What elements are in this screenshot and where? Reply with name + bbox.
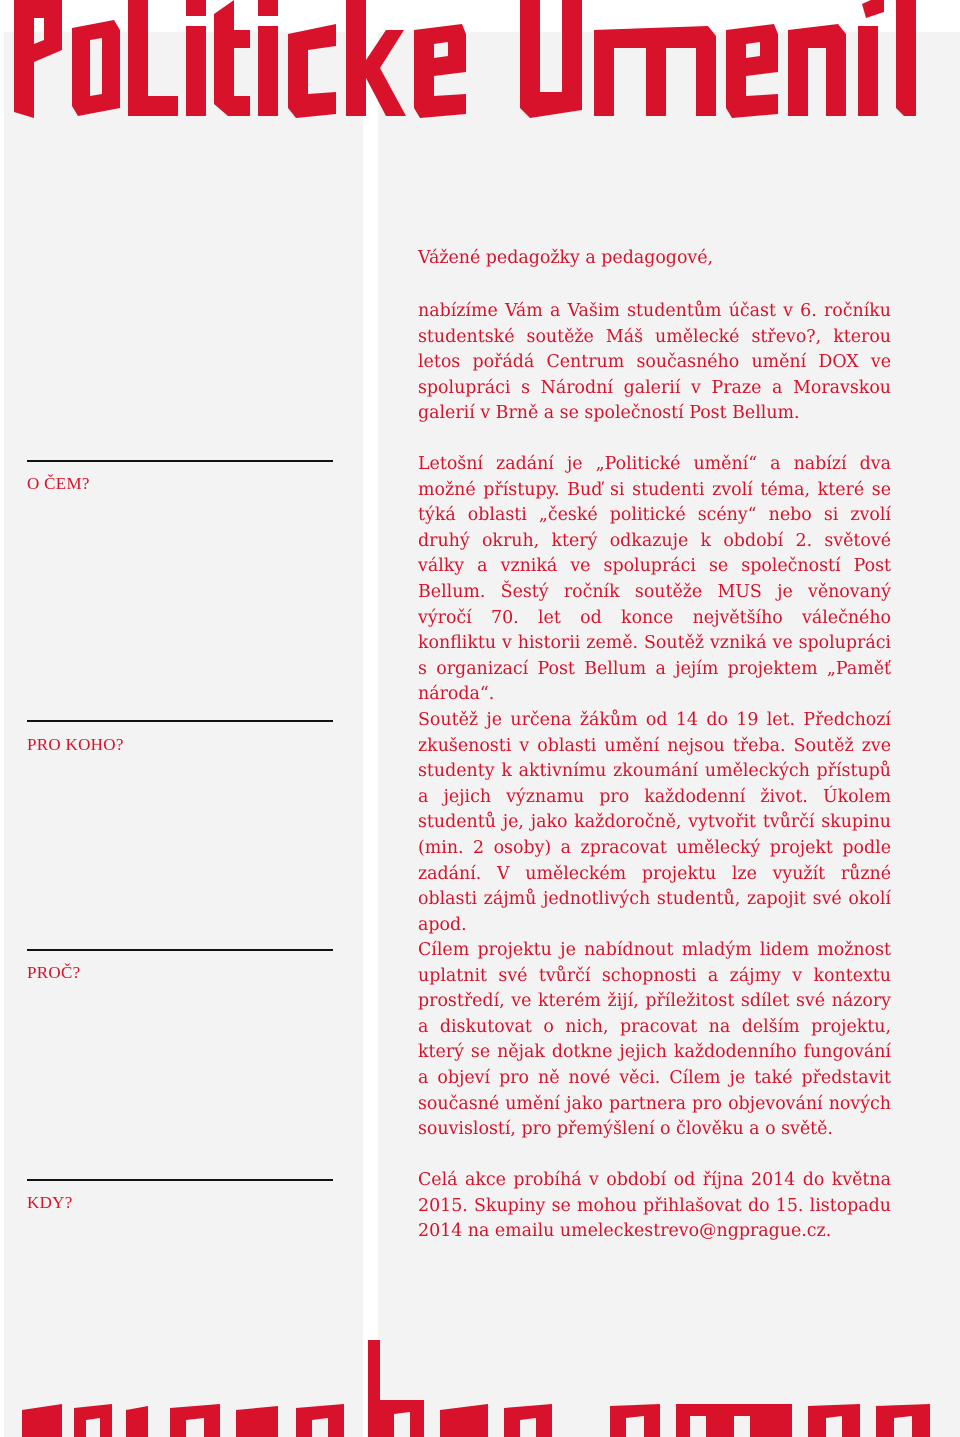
- section-label-o-cem: O ČEM?: [27, 474, 90, 493]
- section-text-pro-koho: Soutěž je určena žákům od 14 do 19 let. Předchozí zkušenosti v oblasti umění nejsou třeba. Soutěž zve studenty k aktivnímu zkoumání uměleckých přístupů a jejich významu pro každodenní život. Úkolem studentů je, jako každoročně, vytvořit tvůrčí skupinu (min. 2 osoby) a zpracovat umělecký projekt podle zadání. V uměleckém projektu lze využít různé oblasti zájmů jednotlivých studentů, zapojit své okolí apod.: [418, 710, 891, 935]
- logo-bottom-lettering: [22, 1340, 930, 1437]
- section-divider-proc: [27, 949, 333, 951]
- section-text-proc: Cílem projektu je nabídnout mladým lidem možnost uplatnit své tvůrčí schopnosti a zájmy v kontextu prostředí, ve kterém žijí, příležitost sdílet své názory a diskutovat o nich, pracovat na delším projektu, který se nějak dotkne jejich každodenního fungování a objeví pro ně nové věci. Cílem je také představit současné umění jako partnera pro objevování nových souvislostí, pro přemýšlení o člověku a o světě.: [418, 940, 891, 1140]
- section-label-kdy: KDY?: [27, 1193, 73, 1212]
- greeting: Vážené pedagožky a pedagogové,: [418, 248, 714, 268]
- logo-bottom: [0, 1340, 960, 1437]
- logo-top: [0, 0, 960, 120]
- section-label-proc: PROČ?: [27, 963, 81, 982]
- section-text-kdy: Celá akce probíhá v období od října 2014 do května 2015. Skupiny se mohou přihlašovat do 15. listopadu 2014 na emailu umeleckestrevo@ngprague.cz.: [418, 1170, 891, 1242]
- section-divider-pro-koho: [27, 720, 333, 722]
- section-divider-kdy: [27, 1179, 333, 1181]
- intro-paragraph: nabízíme Vám a Vašim studentům účast v 6. ročníku studentské soutěže Máš umělecké střevo?, kterou letos pořádá Centrum současného umění DOX ve spolupráci s Národní galerií v Praze a Moravskou galerií v Brně a se společností Post Bellum.: [418, 301, 891, 424]
- logo-top-lettering: [14, 0, 916, 118]
- section-text-o-cem: Letošní zadání je „Politické umění“ a nabízí dva možné přístupy. Buď si studenti zvolí téma, které se týká oblasti „české politické scény“ nebo si zvolí druhý okruh, který odkazuje k období 2. světové války a vzniká ve spolupráci se společností Post Bellum. Šestý ročník soutěže MUS je věnovaný výročí 70. let od konce největšího válečného konfliktu v historii země. Soutěž vzniká ve spolupráci s organizací Post Bellum a jejím projektem „Paměť národa“.: [418, 454, 891, 705]
- section-label-pro-koho: PRO KOHO?: [27, 735, 124, 754]
- section-divider-o-cem: [27, 460, 333, 462]
